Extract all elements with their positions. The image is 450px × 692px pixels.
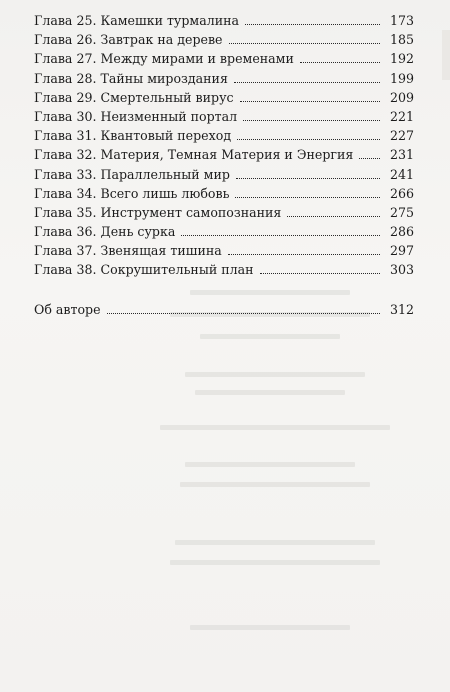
dot-leader xyxy=(359,158,380,159)
toc-entry[interactable] xyxy=(34,69,414,88)
toc-entry-title: Глава 38. Сокрушительный план xyxy=(34,262,254,278)
bleed-through xyxy=(175,540,375,545)
toc-entry-title: Об авторе xyxy=(34,301,101,317)
toc-entry[interactable] xyxy=(34,11,414,30)
bleed-through xyxy=(185,462,355,467)
bleed-through xyxy=(160,425,390,430)
dot-leader xyxy=(243,120,380,121)
bleed-through xyxy=(185,372,365,377)
toc-entry-title: Глава 32. Материя, Темная Материя и Энергия xyxy=(34,147,354,163)
toc-entry-page: 185 xyxy=(389,32,414,48)
dot-leader xyxy=(237,139,380,140)
toc-entry-page: 173 xyxy=(389,13,414,28)
toc-entry[interactable] xyxy=(34,107,414,126)
toc-entry[interactable] xyxy=(34,184,414,203)
toc-entry-title: Глава 29. Смертельный вирус xyxy=(34,89,234,105)
toc-entry[interactable] xyxy=(34,30,414,49)
toc-entry[interactable] xyxy=(34,241,414,260)
toc-spacer xyxy=(34,280,414,300)
bleed-through xyxy=(180,482,370,487)
toc-entry-title: Глава 25. Камешки турмалина xyxy=(34,13,239,28)
toc-entry-page: 199 xyxy=(389,70,414,86)
toc-entry-page: 241 xyxy=(389,166,414,182)
dot-leader xyxy=(234,82,380,83)
toc-entry-title: Глава 30. Неизменный портал xyxy=(34,108,238,124)
toc-entry-title: Глава 37. Звенящая тишина xyxy=(34,243,222,259)
dot-leader xyxy=(300,62,380,63)
dot-leader xyxy=(235,197,380,198)
toc-entry[interactable] xyxy=(34,165,414,184)
toc-entry[interactable] xyxy=(34,222,414,241)
toc-entry-title: Глава 27. Между мирами и временами xyxy=(34,51,294,67)
toc-entry-title: Глава 35. Инструмент самопознания xyxy=(34,204,282,220)
toc-entry[interactable] xyxy=(34,88,414,107)
toc-entry[interactable] xyxy=(34,203,414,222)
dot-leader xyxy=(181,235,380,236)
toc-entry-page: 286 xyxy=(389,224,414,240)
toc-entry-page: 303 xyxy=(389,262,414,278)
toc-entry-page: 192 xyxy=(389,51,414,67)
toc-entry-title: Глава 33. Параллельный мир xyxy=(34,166,230,182)
toc-entry-title: Глава 26. Завтрак на дереве xyxy=(34,32,223,48)
toc-entry-page: 231 xyxy=(389,147,414,163)
toc-entry-page: 275 xyxy=(389,204,414,220)
dot-leader xyxy=(228,254,380,255)
toc-entry-page: 209 xyxy=(389,89,414,105)
table-of-contents xyxy=(34,11,414,319)
toc-entry[interactable] xyxy=(34,49,414,68)
dot-leader xyxy=(236,178,380,179)
dot-leader xyxy=(240,101,380,102)
toc-entry-about-author[interactable] xyxy=(34,300,414,319)
toc-entry-page: 227 xyxy=(389,128,414,144)
toc-entry-page: 266 xyxy=(389,185,414,201)
bleed-through xyxy=(190,625,350,630)
toc-entry-title: Глава 31. Квантовый переход xyxy=(34,128,232,144)
bleed-through xyxy=(200,334,340,339)
dot-leader xyxy=(287,216,380,217)
toc-entry-page: 312 xyxy=(389,301,414,317)
page-edge-shadow xyxy=(442,30,450,80)
toc-entry[interactable] xyxy=(34,126,414,145)
toc-entry-page: 221 xyxy=(389,108,414,124)
dot-leader xyxy=(260,273,380,274)
toc-entry-page: 297 xyxy=(389,243,414,259)
dot-leader xyxy=(107,313,380,314)
dot-leader xyxy=(229,43,380,44)
toc-entry[interactable] xyxy=(34,260,414,279)
toc-entry-title: Глава 34. Всего лишь любовь xyxy=(34,185,230,201)
bleed-through xyxy=(195,390,345,395)
bleed-through xyxy=(170,560,380,565)
toc-entry-title: Глава 28. Тайны мироздания xyxy=(34,70,228,86)
toc-entry[interactable] xyxy=(34,145,414,164)
dot-leader xyxy=(245,24,380,25)
toc-entry-title: Глава 36. День сурка xyxy=(34,224,176,240)
